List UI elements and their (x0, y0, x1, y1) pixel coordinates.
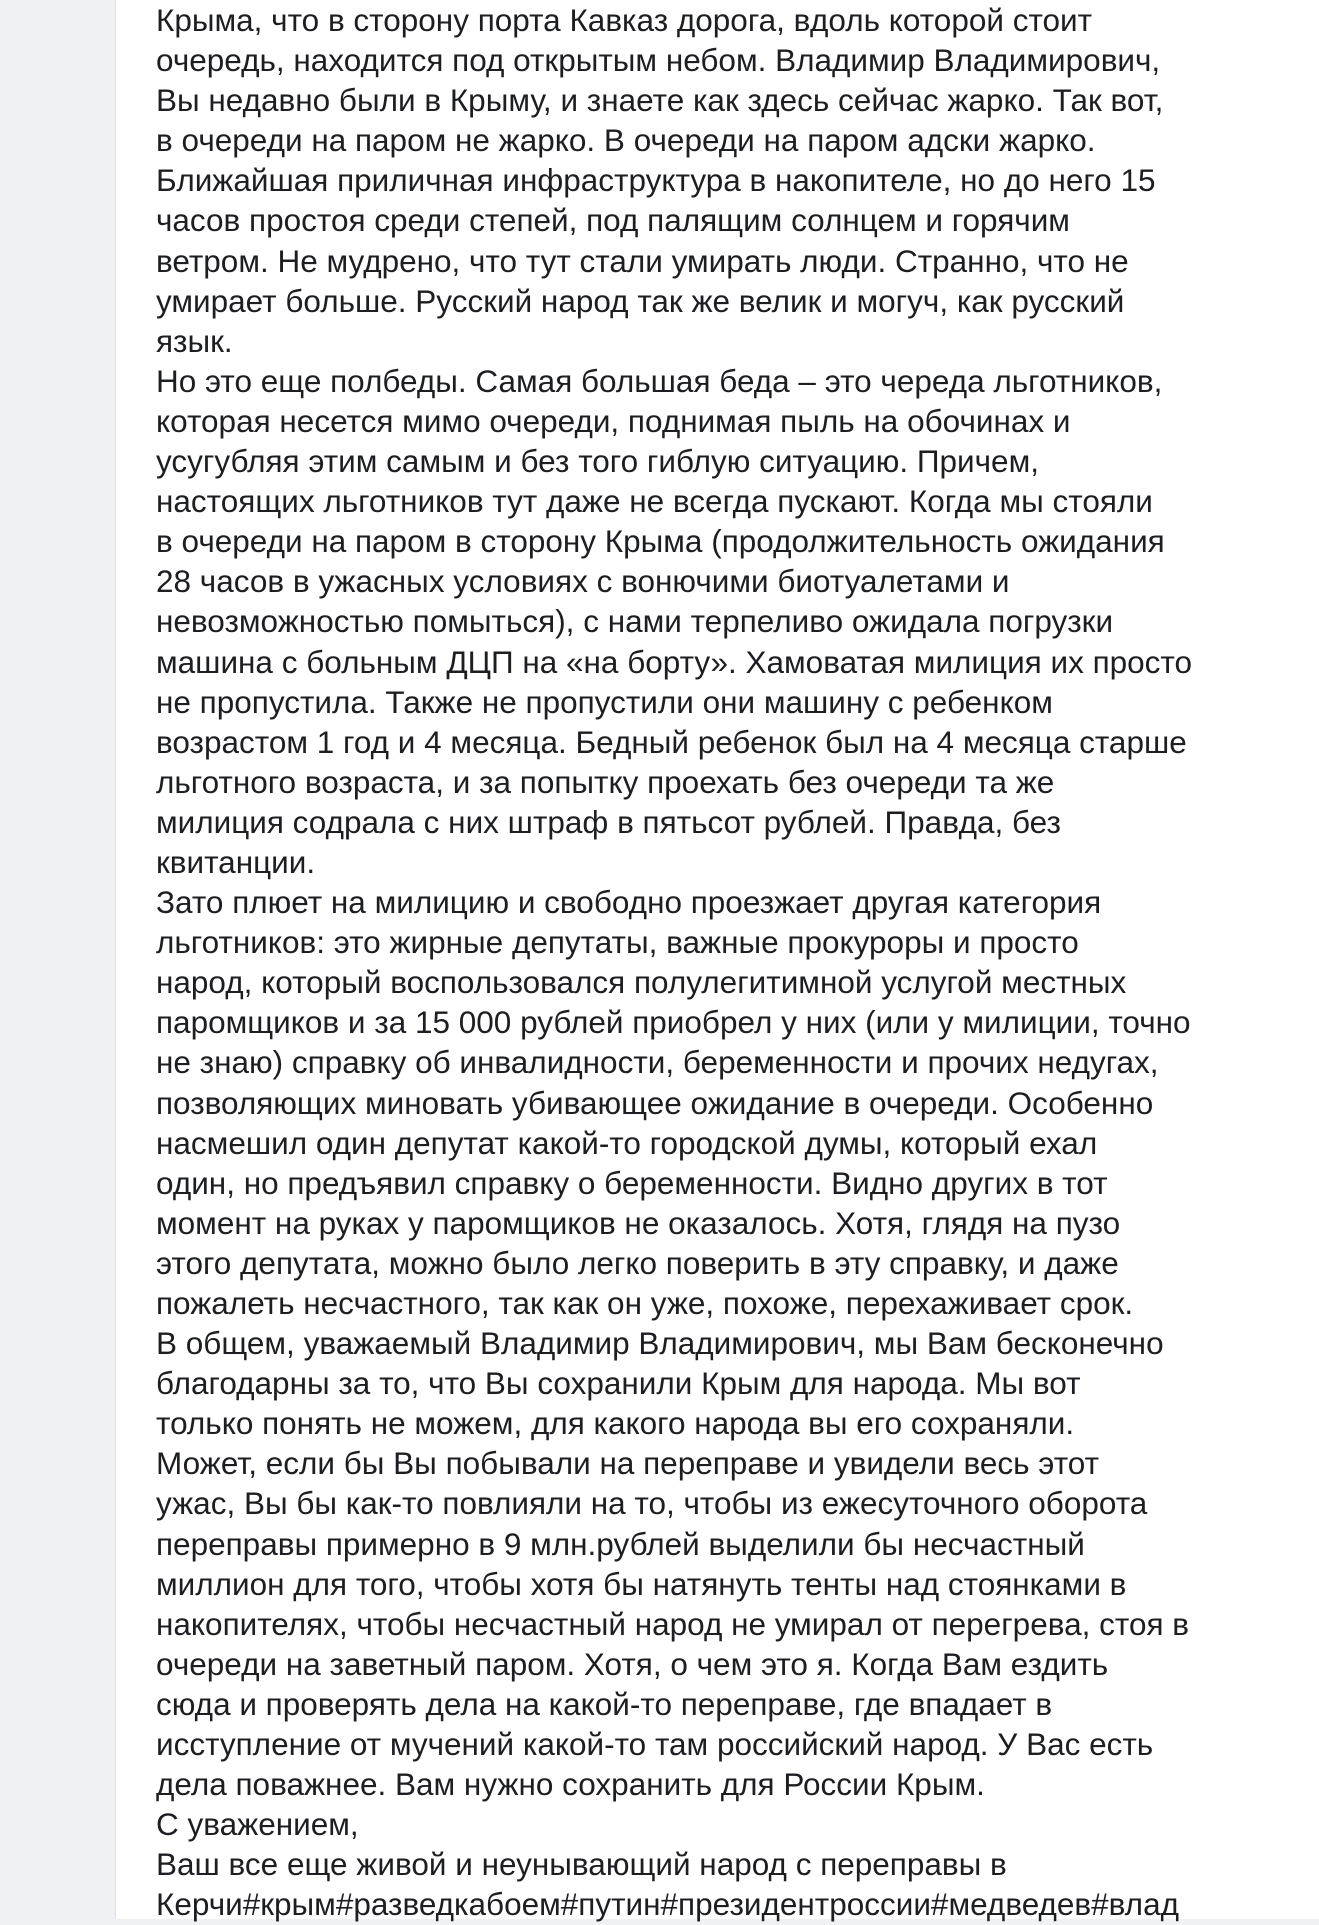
post-text-line: сюда и проверять дела на какой-то переправе, где впадает в (156, 1685, 1053, 1722)
post-text-line: пожалеть несчастного, так как он уже, похоже, перехаживает срок. (156, 1285, 1134, 1321)
post-text-line: Зато плюет на милицию и свободно проезжает другая категория (156, 884, 1102, 921)
post-text-line: очереди на заветный паром. Хотя, о чем это я. Когда Вам ездить (156, 1645, 1109, 1682)
post-text-line: ветром. Не мудрено, что тут стали умирать люди. Странно, что не (156, 242, 1129, 279)
post-text-line: Ваш все еще живой и неунывающий народ с переправы в (156, 1846, 1007, 1883)
post-text-line: ужас, Вы бы как-то повлияли на то, чтобы из ежесуточного оборота (156, 1485, 1148, 1522)
post-text-line: Может, если бы Вы побывали на переправе и увидели весь этот (156, 1445, 1100, 1482)
post-text-line: не пропустила. Также не пропустили они машину с ребенком (156, 683, 1053, 720)
post-text-line: С уважением, (156, 1806, 359, 1843)
post-text (156, 0, 1296, 1925)
post-text-line: благодарны за то, что Вы сохранили Крым для народа. Мы вот (156, 1365, 1081, 1402)
post-text-line: льготников: это жирные депутаты, важные прокуроры и просто (156, 924, 1079, 961)
post-text-line: Вы недавно были в Крыму, и знаете как здесь сейчас жарко. Так вот, (156, 82, 1164, 119)
post-text-line: только понять не можем, для какого народа вы его сохраняли. (156, 1405, 1075, 1442)
post-text-line: машина с больным ДЦП на «на борту». Хамоватая милиция их просто (156, 643, 1193, 680)
post-text-line: Керчи#крым#разведкабоем#путин#президентроссии#медведев#влад (156, 1886, 1179, 1923)
post-text-line: миллион для того, чтобы хотя бы натянуть тенты над стоянками в (156, 1565, 1127, 1602)
post-text-line: язык. (156, 322, 233, 359)
post-text-line: момент на руках у паромщиков не оказалось. Хотя, глядя на пузо (156, 1204, 1121, 1241)
post-text-line: возрастом 1 год и 4 месяца. Бедный ребенок был на 4 месяца старше (156, 723, 1187, 760)
post-text-line: накопителях, чтобы несчастный народ не умирал от перегрева, стоя в (156, 1605, 1190, 1642)
post-text-line: Ближайшая приличная инфраструктура в накопителе, но до него 15 (156, 162, 1156, 199)
post-text-line: милиция содрала с них штраф в пятьсот рублей. Правда, без (156, 803, 1061, 840)
post-text-line: усугубляя этим самым и без того гиблую ситуацию. Причем, (156, 443, 1039, 480)
post-text-line: которая несется мимо очереди, поднимая пыль на обочинах и (156, 402, 1071, 439)
post-text-line: исступление от мучений какой-то там российский народ. У Вас есть (156, 1726, 1154, 1763)
post-text-line: 28 часов в ужасных условиях с вонючими биотуалетами и (156, 563, 1010, 600)
post-text-line: в очереди на паром в сторону Крыма (продолжительность ожидания (156, 523, 1165, 560)
post-text-line: умирает больше. Русский народ так же велик и могуч, как русский (156, 282, 1125, 319)
post-text-line: этого депутата, можно было легко поверить в эту справку, и даже (156, 1244, 1119, 1281)
post-text-line: народ, который воспользовался полулегитимной услугой местных (156, 964, 1127, 1001)
post-text-line: паромщиков и за 15 000 рублей приобрел у них (или у милиции, точно (156, 1004, 1191, 1041)
post-text-line: дела поважнее. Вам нужно сохранить для России Крым. (156, 1766, 985, 1803)
post-text-line: В общем, уважаемый Владимир Владимирович, мы Вам бесконечно (156, 1325, 1164, 1362)
post-text-line: квитанции. (156, 843, 316, 880)
post-text-line: очередь, находится под открытым небом. Владимир Владимирович, (156, 42, 1161, 79)
post-text-line: льготного возраста, и за попытку проехать без очереди та же (156, 763, 1055, 800)
post-text-line: насмешил один депутат какой-то городской думы, который ехал (156, 1124, 1098, 1161)
post-text-line: настоящих льготников тут даже не всегда пускают. Когда мы стояли (156, 483, 1153, 520)
post-text-line: один, но предъявил справку о беременности. Видно других в тот (156, 1164, 1108, 1201)
post-text-line: не знаю) справку об инвалидности, беременности и прочих недугах, (156, 1044, 1159, 1081)
post-text-line: невозможностью помыться), с нами терпеливо ожидала погрузки (156, 603, 1114, 640)
post-text-line: в очереди на паром не жарко. В очереди на паром адски жарко. (156, 122, 1096, 159)
post-text-line: часов простоя среди степей, под палящим солнцем и горячим (156, 202, 1070, 239)
post-text-line: переправы примерно в 9 млн.рублей выделили бы несчастный (156, 1525, 1085, 1562)
post-text-line: Крыма, что в сторону порта Кавказ дорога, вдоль которой стоит (156, 2, 1093, 38)
post-text-line: Но это еще полбеды. Самая большая беда – это череда льготников, (156, 362, 1163, 399)
post-text-line: позволяющих миновать убивающее ожидание в очереди. Особенно (156, 1084, 1154, 1121)
